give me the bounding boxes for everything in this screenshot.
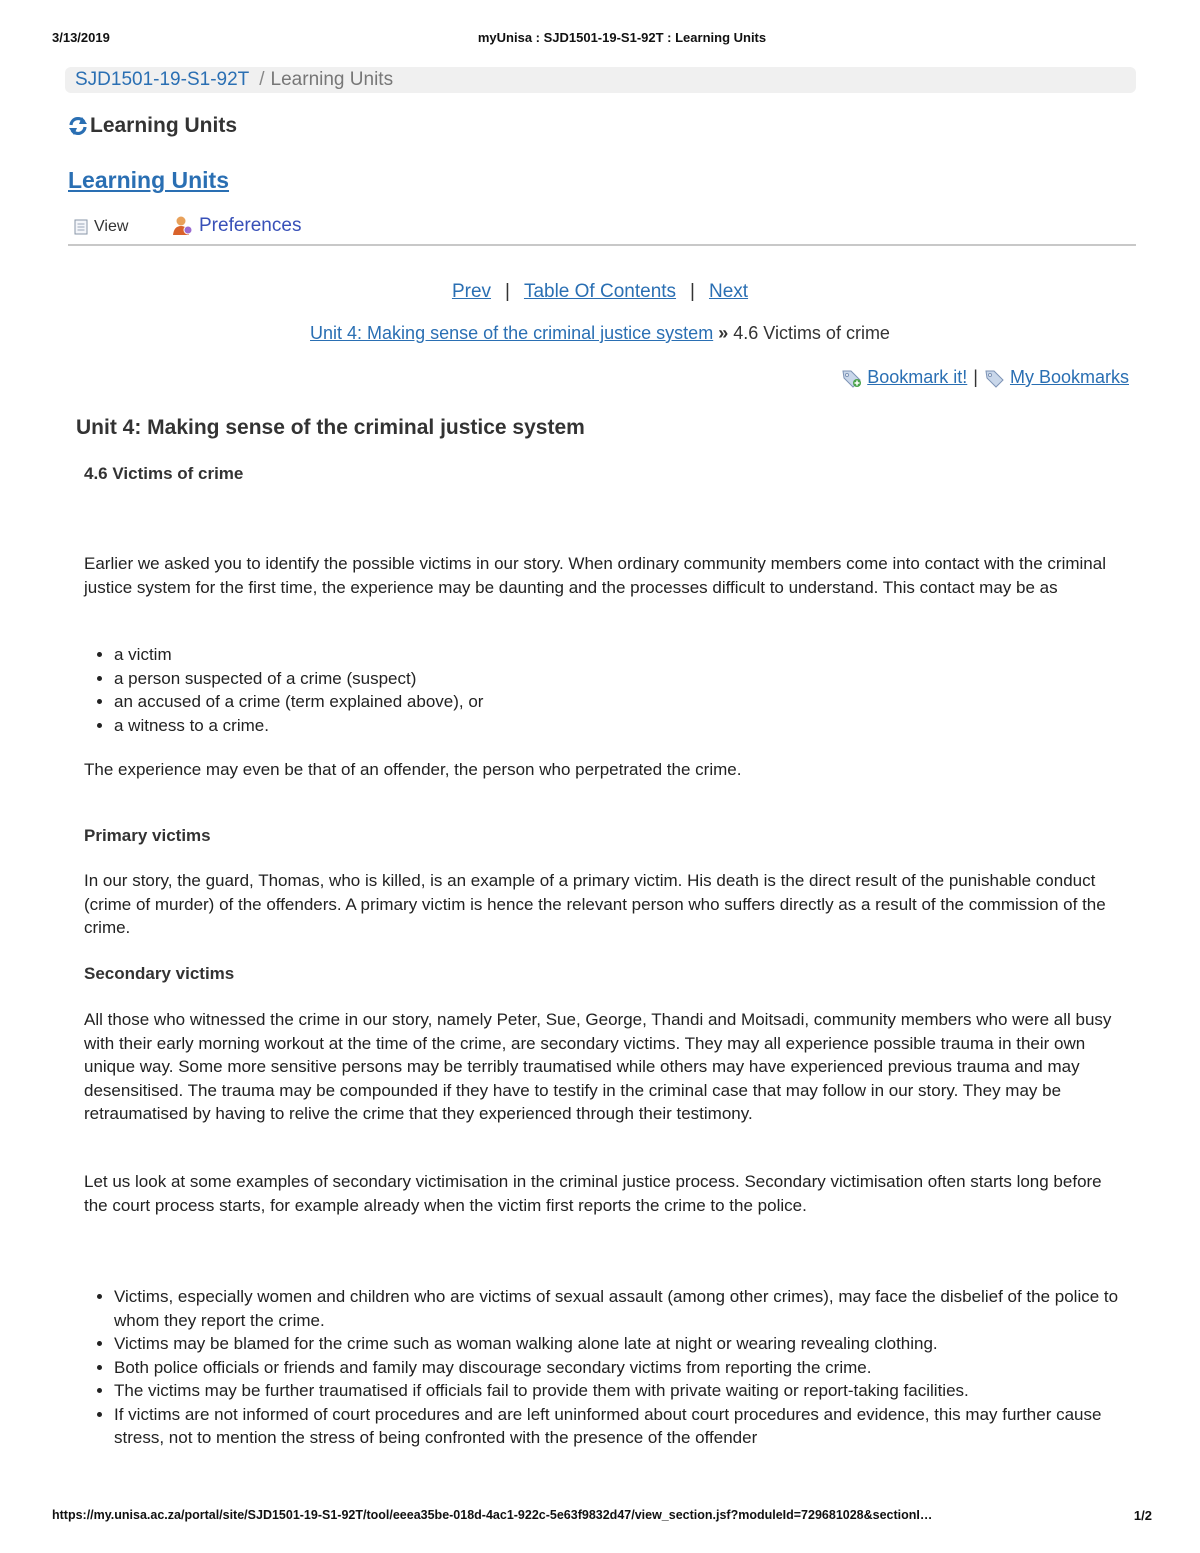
unit-crumb-section: 4.6 Victims of crime [733,323,890,343]
view-label: View [94,218,129,235]
primary-victims-text: In our story, the guard, Thomas, who is killed, is an example of a primary victim. His death is the direct result of the punishable conduct (crime of murder) of the offenders. A primary victim is hence the relevant person who suffers directly as a result of the commission of the crime. [84,871,1106,937]
breadcrumb-site-link[interactable]: SJD1501-19-S1-92T [75,69,250,90]
pager-separator: | [690,281,695,302]
tool-title-text: Learning Units [90,114,238,137]
list-item: • a witness to a crime. [114,714,1129,738]
preferences-label: Preferences [199,215,302,236]
unit-breadcrumb [0,323,1200,344]
pager-separator: | [505,281,510,302]
list-item: • Both police officials or friends and family may discourage secondary victims from reporting the crime. [114,1356,1129,1380]
print-footer [52,1508,1152,1526]
pager [0,281,1200,303]
breadcrumb-current: Learning Units [270,69,394,90]
list-item: • If victims are not informed of court procedures and are left uninformed about court procedures and evidence, this may further cause stress, not to mention the stress of being confronted with the presence of the offender [114,1403,1129,1450]
preferences-button[interactable] [172,215,301,237]
tool-title [67,114,237,138]
page-heading-link[interactable]: Learning Units [68,167,230,193]
examples-intro: Let us look at some examples of secondary victimisation in the criminal justice process. Secondary victimisation often starts long before the court process starts, for example already when the victim first reports the crime to the police. [84,1172,1102,1215]
section-title: 4.6 Victims of crime [84,464,244,483]
secondary-victims-heading: Secondary victims [84,964,235,983]
list-item: • a victim [114,643,1129,667]
list-item: • an accused of a crime (term explained above), or [114,690,1129,714]
breadcrumb [65,67,1136,93]
my-bookmarks-link[interactable]: My Bookmarks [1009,367,1129,387]
offender-note: The experience may even be that of an offender, the person who perpetrated the crime. [84,760,742,779]
contact-types-list [84,643,1129,737]
breadcrumb-separator: / [259,69,265,90]
document-icon [74,219,88,235]
view-button[interactable] [74,218,128,236]
list-item: • The victims may be further traumatised if officials fail to provide them with private waiting or report-taking facilities. [114,1379,1129,1403]
prev-link[interactable]: Prev [451,281,492,302]
print-date: 3/13/2019 [52,30,110,45]
toolbar [68,215,1136,246]
bookmark-it-link[interactable]: Bookmark it! [867,367,968,387]
unit-crumb-arrow: » [718,323,729,343]
bookmark-add-icon[interactable] [841,368,863,388]
table-of-contents-link[interactable]: Table Of Contents [523,281,677,302]
print-page-title: myUnisa : SJD1501-19-S1-92T : Learning Units [477,30,767,45]
unit-title: Unit 4: Making sense of the criminal justice system [76,416,585,439]
list-item: • a person suspected of a crime (suspect) [114,667,1129,691]
list-item: • Victims, especially women and children who are victims of sexual assault (among other crimes), may face the disbelief of the police to whom they report the crime. [114,1285,1129,1332]
unit-link[interactable]: Unit 4: Making sense of the criminal justice system [310,323,714,343]
next-link[interactable]: Next [708,281,749,302]
print-url: https://my.unisa.ac.za/portal/site/SJD1501-19-S1-92T/tool/eeea35be-018d-4ac1-922c-5e63f9832d47/view_section.jsf?moduleId=729681028&sectionI… [52,1508,933,1522]
print-page-number: 1/2 [1133,1508,1152,1523]
secondary-victims-text: All those who witnessed the crime in our story, namely Peter, Sue, George, Thandi and Moitsadi, community members who were all busy with their early morning workout at the time of the crime, are secondary victims. They may all experience possible trauma in their own unique way. Some more sensitive persons may be terribly traumatised while others may have experienced previous trauma and may desensitised. The trauma may be compounded if they have to testify in the criminal case that may follow in our story. They may be retraumatised by having to relive the crime that they experienced through their testimony. [84,1010,1112,1123]
primary-victims-heading: Primary victims [84,826,211,845]
bookmarks-tag-icon[interactable] [984,368,1006,388]
secondary-victimisation-examples [84,1285,1129,1450]
bookmarks-divider: | [973,367,978,387]
print-header [52,30,1152,48]
intro-paragraph: Earlier we asked you to identify the possible victims in our story. When ordinary community members come into contact with the criminal justice system for the first time, the experience may be daunting and the processes difficult to understand. This contact may be as [84,554,1106,597]
bookmarks-bar [841,367,1129,388]
user-preferences-icon [172,215,194,237]
list-item: • Victims may be blamed for the crime such as woman walking alone late at night or wearing revealing clothing. [114,1332,1129,1356]
reset-icon[interactable] [67,115,89,137]
